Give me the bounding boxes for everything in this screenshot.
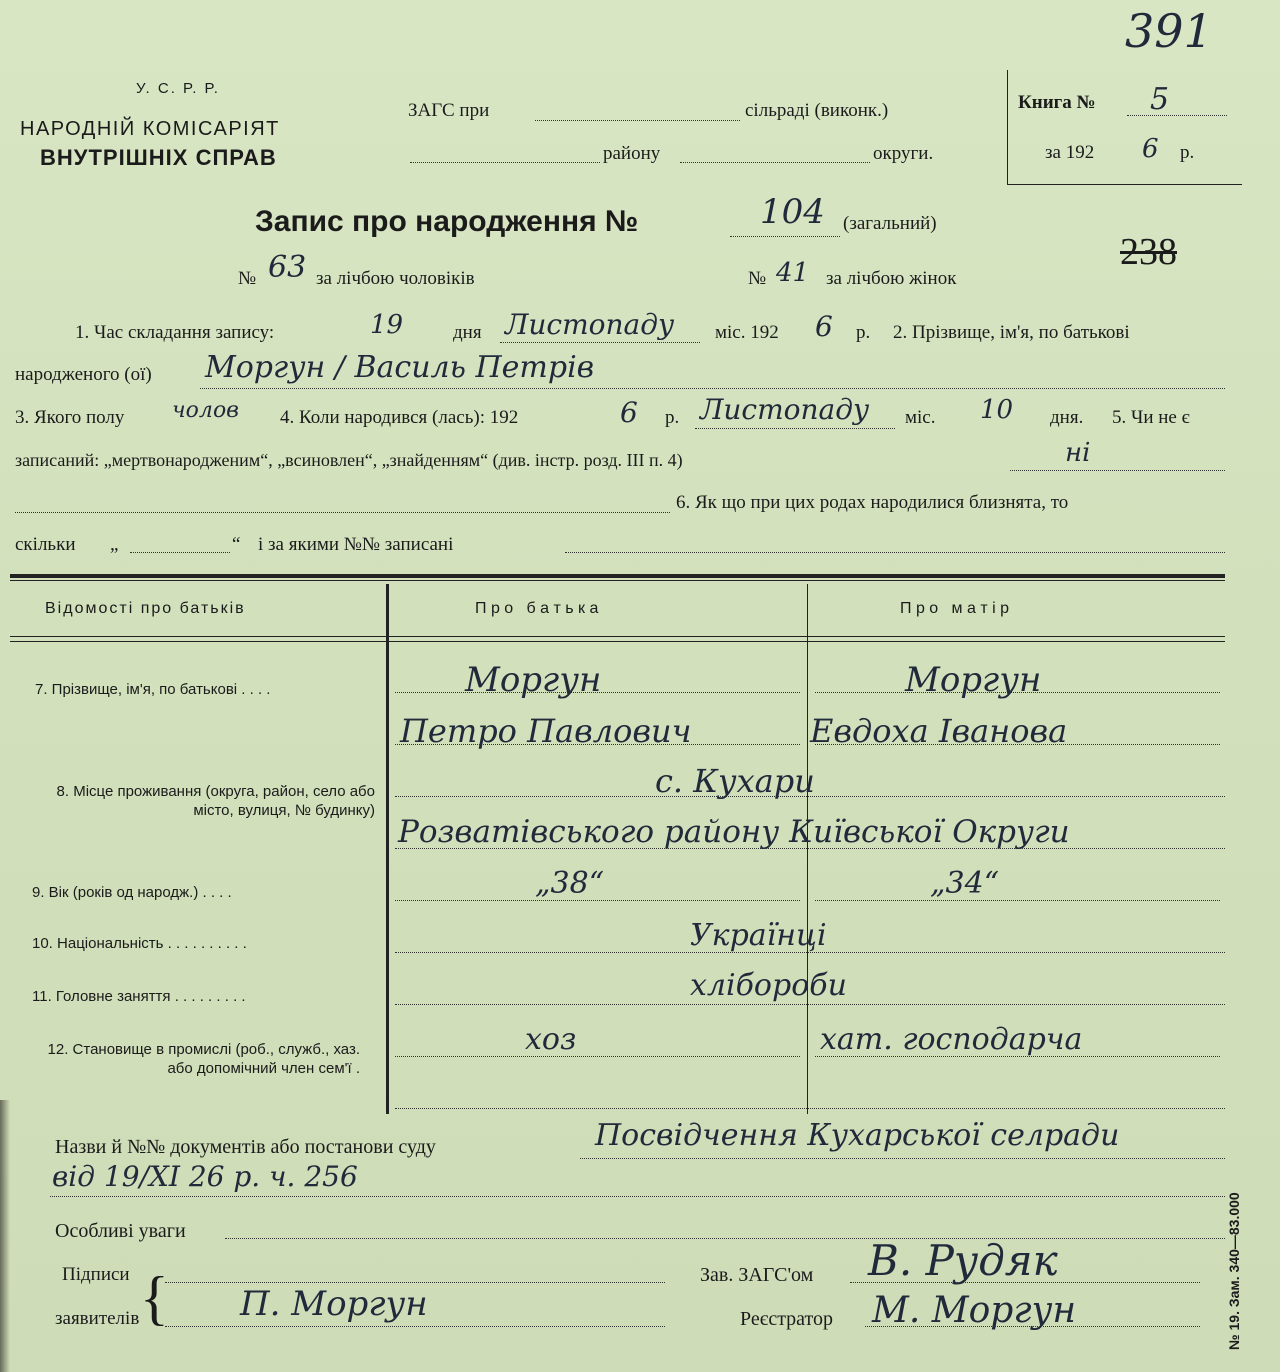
q5-value: ні — [1065, 438, 1091, 468]
twins-numbers-blank — [565, 552, 1225, 553]
book-year-prefix: за 192 — [1045, 142, 1095, 163]
signatures-label-2: заявителів — [55, 1308, 140, 1329]
birth-year-digit: 6 — [620, 396, 638, 429]
mother-status: хат. господарча — [820, 1022, 1083, 1057]
print-run-code: № 19. Зам. 340—83.000 — [1226, 1192, 1242, 1350]
father-age: „38“ — [535, 866, 605, 901]
okrug-blank — [680, 162, 870, 163]
table-header-rule — [10, 636, 1225, 637]
book-label: Книга № — [1018, 92, 1096, 113]
applicant-signature: П. Моргун — [240, 1284, 428, 1324]
silrada-label: сільраді (виконк.) — [745, 100, 889, 121]
place-village: с. Кухари — [655, 762, 815, 800]
col-header-mother: П р о м а т і р — [900, 600, 1009, 617]
docs-label: Назви й №№ документів або постанови суду — [55, 1136, 436, 1158]
docs-blank — [580, 1158, 1225, 1159]
row-label-occupation: 11. Головне заняття . . . . . . . . . — [32, 988, 246, 1005]
q4-label: 4. Коли народився (лась): 192 — [280, 407, 519, 428]
birth-day: 10 — [980, 395, 1014, 425]
birth-month-label: міс. — [905, 407, 936, 428]
table-divider-1 — [386, 584, 389, 1114]
twins-count-blank — [130, 552, 230, 553]
signature-blank-1 — [165, 1282, 665, 1283]
head-signature-blank — [850, 1282, 1200, 1283]
table-top-rule — [10, 574, 1225, 578]
q1-year-digit: 6 — [815, 310, 833, 343]
registrar-label: Реєстратор — [740, 1308, 834, 1330]
q1-month-label: міс. 192 — [715, 322, 779, 343]
birth-day-label: дня. — [1050, 407, 1084, 428]
head-signature: В. Рудяк — [868, 1236, 1058, 1285]
father-name: Петро Павлович — [400, 712, 692, 750]
father-surname: Моргун — [465, 660, 602, 700]
birth-month-blank — [695, 428, 895, 429]
q2-label-cont: народженого (ої) — [15, 364, 152, 385]
book-box-bottom — [1007, 184, 1242, 185]
binding-edge-shadow — [0, 1100, 10, 1372]
general-label: (загальний) — [843, 213, 937, 234]
notes-blank — [225, 1238, 1225, 1239]
head-label: Зав. ЗАГС'ом — [700, 1264, 814, 1286]
docs-value-2: від 19/XI 26 р. ч. 256 — [52, 1160, 358, 1193]
signature-blank-2 — [165, 1326, 665, 1327]
row-label-residence: 8. Місце проживання (округа, район, село або місто, вулиця, № будинку) — [56, 783, 375, 819]
q1-year-suffix: р. — [856, 322, 871, 343]
nationality-value: Українці — [690, 918, 827, 953]
birth-record-document: 391 У. С. Р. Р. НАРОДНІЙ КОМІСАРІЯТ ВНУТРІШНІХ СПРАВ ЗАГС при сільраді (виконк.) району округи. Книга № 5 за 192 6 р. Запис про народження № 104 (загальний) 238 № 63 за лічбою чоловіків № 41 за лічбою жінок 1. Час складання запису: 19 дня Листопаду міс. 192 6 р. 2. Прізвище, ім'я, по батькові народженого (ої) Моргун / Василь Петрів 3. Якого полу чолов 4. Коли народився (лась): 192 6 р. Листопаду міс. 10 дня. 5. Чи не є записаний: „мертвонародженим“, „всиновлен“, „знайденням“ (див. інстр. розд. III п. 4) ні 6. Як що при цих родах народилися близнята, то скільки „ “ і за якими №№ записані Відомості про батьків П р о б а т ь к а П р о м а т і р 7. Прізвище, ім'я, по батькові . . . . 8. Місце проживання (округа, район, село або місто, вулиця, № будинку) 9. Вік (років од народж.) . . . . 10. Національність . . . . . . . . . . 11. Головне заняття . . . . . . . . . 12. Становище в промислі (роб., служб., хаз. або допомічний член сем'ї . Моргун Петро Павлович Моргун Евдоха Іванова с. Кухари Розватівського району Київської Округи „38“ „34“ Українці хлібороби хоз хат. господарча Назви й №№ документів або постанови суду Посвідчення Кухарської селради від 19/XI 26 р. ч. 256 Особливі уваги Підписи заявителів { П. Моргун Зав. ЗАГС'ом В. Рудяк Реєстратор М. Моргун № 19. Зам. 340—83.000 — [0, 0, 1280, 1372]
okrug-label: округи. — [873, 143, 934, 164]
birth-month: Листопаду — [700, 393, 870, 426]
women-prefix: № — [748, 268, 767, 289]
q1-day: 19 — [370, 310, 404, 340]
record-number-blank — [730, 236, 840, 237]
raion-label: району — [603, 143, 661, 164]
ministry-line-2: ВНУТРІШНІХ СПРАВ — [40, 145, 277, 170]
q5-label: 5. Чи не є — [1112, 407, 1190, 428]
q5-blank — [1010, 470, 1225, 471]
q6-cont-1: скільки — [15, 534, 76, 555]
mother-age: „34“ — [930, 866, 1000, 901]
occupation-value: хлібороби — [690, 968, 847, 1003]
col-header-father: П р о б а т ь к а — [475, 600, 599, 617]
father-status-line — [395, 1056, 800, 1057]
book-year-digit: 6 — [1142, 134, 1159, 164]
state-abbr: У. С. Р. Р. — [136, 80, 220, 97]
q1-day-label: дня — [453, 322, 482, 343]
book-year-suffix: р. — [1180, 142, 1195, 163]
record-number: 104 — [760, 192, 825, 232]
q1-label: 1. Час складання запису: — [75, 322, 275, 343]
crossed-record-number: 238 — [1120, 231, 1177, 273]
men-number: 63 — [268, 250, 307, 285]
women-label: за лічбою жінок — [826, 268, 957, 289]
father-status: хоз — [525, 1022, 577, 1057]
q6-cont-2: і за якими №№ записані — [258, 534, 454, 555]
table-header-rule-2 — [10, 641, 1225, 642]
child-name-blank — [200, 388, 1225, 389]
col-header-info: Відомості про батьків — [45, 600, 246, 617]
status-line-2 — [395, 1108, 1225, 1109]
book-box-left — [1007, 70, 1008, 185]
mother-name: Евдоха Іванова — [810, 712, 1068, 750]
sex-value: чолов — [172, 398, 239, 423]
row-label-status: 12. Становище в промислі (роб., служб., хаз. або допомічний член сем'ї . — [47, 1041, 360, 1077]
record-title: Запис про народження № — [255, 205, 639, 238]
mother-surname: Моргун — [905, 660, 1042, 700]
zags-blank — [535, 120, 740, 121]
q3-label: 3. Якого полу — [15, 407, 125, 428]
book-number-blank — [1127, 115, 1227, 116]
child-name: Моргун / Василь Петрів — [205, 350, 595, 385]
mother-age-line — [815, 900, 1220, 901]
table-top-rule-2 — [10, 580, 1225, 581]
row-label-name: 7. Прізвище, ім'я, по батькові . . . . — [35, 681, 271, 698]
row-label-age: 9. Вік (років од народж.) . . . . — [32, 884, 232, 901]
q5-cont: записаний: „мертвонародженим“, „всиновлен“, „знайденням“ (див. інстр. розд. III п. 4) — [15, 450, 683, 470]
zags-label: ЗАГС при — [408, 100, 490, 121]
signatures-brace: { — [140, 1265, 169, 1331]
notes-label: Особливі уваги — [55, 1220, 186, 1242]
docs-blank-2 — [50, 1196, 1225, 1197]
registrar-signature: М. Моргун — [872, 1290, 1077, 1331]
q6-label: 6. Як що при цих родах народилися близнята, то — [676, 492, 1069, 513]
women-number: 41 — [776, 258, 810, 288]
book-number: 5 — [1150, 82, 1170, 117]
men-prefix: № — [238, 268, 257, 289]
q1-month-blank — [500, 342, 700, 343]
signatures-label-1: Підписи — [62, 1264, 130, 1285]
q1-month: Листопаду — [505, 308, 675, 341]
row-label-nationality: 10. Національність . . . . . . . . . . — [32, 935, 247, 952]
occupation-line — [395, 1004, 1225, 1005]
archive-page-number: 391 — [1125, 4, 1213, 58]
q2-label: 2. Прізвище, ім'я, по батькові — [893, 322, 1130, 343]
birth-year-suffix: р. — [665, 407, 680, 428]
raion-blank — [410, 162, 600, 163]
ministry-line-1: НАРОДНІЙ КОМІСАРІЯТ — [20, 118, 280, 140]
q6-lead-blank — [15, 512, 670, 513]
registrar-signature-blank — [865, 1326, 1200, 1327]
men-label: за лічбою чоловіків — [316, 268, 475, 289]
place-district: Розватівського району Київської Округи — [398, 814, 1070, 850]
docs-value: Посвідчення Кухарської селради — [595, 1118, 1120, 1153]
